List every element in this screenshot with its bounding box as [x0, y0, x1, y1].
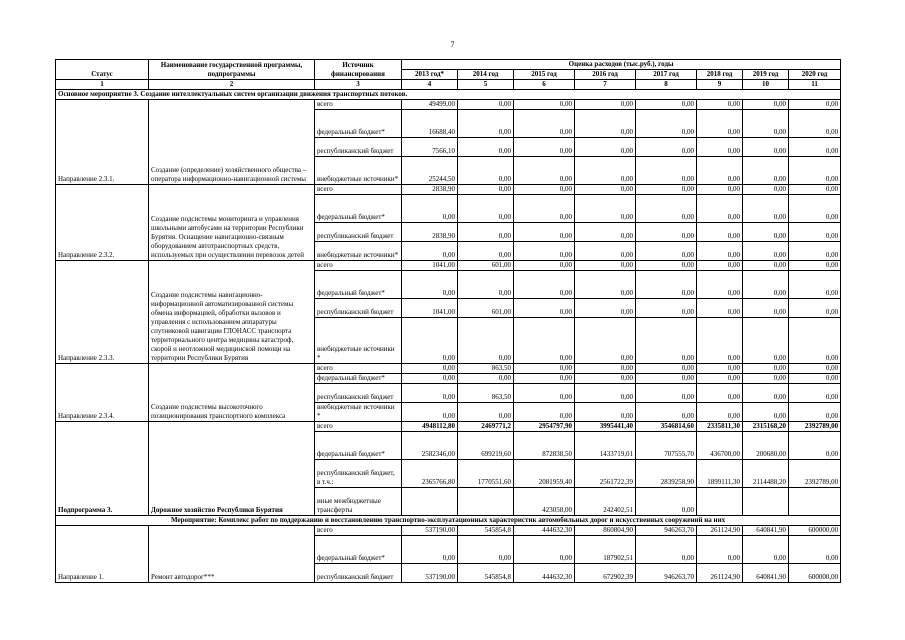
row-value: 1433719,01	[575, 432, 636, 460]
row-value: 0,00	[697, 261, 743, 271]
row-value: 545854,8	[458, 564, 514, 583]
row-value: 0,00	[402, 242, 458, 261]
row-value: 537190,00	[402, 564, 458, 583]
row-value: 0,00	[636, 364, 697, 374]
header-status: Статус	[56, 60, 149, 80]
row-value: 0,00	[789, 185, 841, 195]
row-value: 0,00	[636, 185, 697, 195]
row-value: 0,00	[575, 195, 636, 223]
row-value: 0,00	[402, 271, 458, 299]
row-value: 1041,00	[402, 261, 458, 271]
row-status: Направление 2.3.3.	[56, 261, 149, 364]
row-value: 0,00	[697, 384, 743, 403]
row-value: 0,00	[575, 138, 636, 157]
row-value: 0,00	[697, 364, 743, 374]
row-value: 0,00	[636, 299, 697, 318]
row-value: 0,00	[575, 299, 636, 318]
row-program-name: Создание подсистемы мониторинга и управления школьными автобусами на территории Республики Бурятия. Оснащение навигационно-связным оборудованием автотранспортных средств, используемых при осуществлении перевозок детей	[149, 185, 315, 261]
row-value: 0,00	[636, 403, 697, 422]
header-year: 2020 год	[789, 70, 841, 80]
row-value: 0,00	[458, 374, 514, 384]
row-value: 0,00	[514, 536, 575, 564]
header-source: Источник финансирования	[315, 60, 402, 80]
row-value: 0,00	[636, 195, 697, 223]
row-value: 0,00	[743, 223, 789, 242]
row-value: 2838,90	[402, 185, 458, 195]
row-value: 1041,00	[402, 299, 458, 318]
row-program-name: Создание подсистемы навигационно-информационной автоматизированной системы обмена информацией, обработки вызовов и управления с использованием аппаратуры спутниковой навигации ГЛОНАСС транспорта территориального центра медицины катастроф, скорой и неотложной медицинской помощи на территории Республики Бурятия	[149, 261, 315, 364]
row-value: 0,00	[514, 364, 575, 374]
row-value: 0,00	[636, 374, 697, 384]
row-status: Направление 2.3.4.	[56, 364, 149, 422]
table-row	[56, 185, 841, 195]
row-value: 187902,51	[575, 536, 636, 564]
row-value: 0,00	[458, 100, 514, 110]
row-funding-source: всего	[315, 261, 402, 271]
row-value: 0,00	[743, 318, 789, 364]
row-value: 2392789,00	[789, 460, 841, 488]
row-program-name: Ремонт автодорог***	[149, 526, 315, 583]
row-funding-source: всего	[315, 364, 402, 374]
row-value: 0,00	[789, 384, 841, 403]
header-year: 2014 год	[458, 70, 514, 80]
row-funding-source: федеральный бюджет*	[315, 271, 402, 299]
row-value: 0,00	[697, 195, 743, 223]
row-program-name: Создание подсистемы высокоточного позиционирования транспортного комплекса	[149, 364, 315, 422]
row-value: 0,00	[743, 364, 789, 374]
row-value: 0,00	[743, 384, 789, 403]
row-value: 0,00	[743, 374, 789, 384]
row-value: 0,00	[743, 100, 789, 110]
row-value	[789, 488, 841, 516]
section-title-2: Мероприятие: Комплекс работ по поддержанию и восстановлению транспортно-эксплуатационных характеристик автомобильных дорог и искусственных сооружений на них	[56, 516, 841, 526]
header-year: 2019 год	[743, 70, 789, 80]
row-value: 0,00	[697, 100, 743, 110]
table-row	[56, 261, 841, 271]
column-index: 5	[458, 80, 514, 90]
row-value: 436700,00	[697, 432, 743, 460]
row-funding-source: иные межбюджетные трансферты	[315, 488, 402, 516]
table-row	[56, 100, 841, 110]
row-value: 444632,30	[514, 526, 575, 536]
row-funding-source: внебюджетные источники *	[315, 403, 402, 422]
row-value: 423058,00	[514, 488, 575, 516]
row-value: 0,00	[402, 374, 458, 384]
row-value: 0,00	[743, 261, 789, 271]
row-status: Направление 2.3.1.	[56, 100, 149, 185]
row-value: 49499,00	[402, 100, 458, 110]
header-year: 2015 год	[514, 70, 575, 80]
row-value: 672902,39	[575, 564, 636, 583]
row-value: 1770551,60	[458, 460, 514, 488]
row-funding-source: республиканский бюджет	[315, 384, 402, 403]
row-value: 0,00	[789, 536, 841, 564]
row-value: 261124,90	[697, 564, 743, 583]
row-value: 0,00	[743, 157, 789, 185]
row-value: 0,00	[789, 223, 841, 242]
row-value: 0,00	[636, 157, 697, 185]
row-value: 0,00	[575, 185, 636, 195]
table-row	[56, 422, 841, 432]
row-value: 0,00	[636, 318, 697, 364]
budget-table	[55, 59, 841, 583]
row-funding-source: федеральный бюджет*	[315, 110, 402, 138]
header-program: Наименование государственной программы, подпрограммы	[149, 60, 315, 80]
row-value: 0,00	[789, 271, 841, 299]
row-value: 2365766,80	[402, 460, 458, 488]
row-value: 0,00	[743, 242, 789, 261]
row-value: 0,00	[697, 536, 743, 564]
row-program-name: Дорожное хозяйство Республики Бурятия	[149, 422, 315, 516]
row-value: 0,00	[743, 138, 789, 157]
row-value	[458, 488, 514, 516]
row-value: 0,00	[743, 271, 789, 299]
row-value: 0,00	[636, 110, 697, 138]
row-value: 0,00	[697, 242, 743, 261]
header-estimate: Оценка расходов (тыс.руб.), годы	[402, 60, 841, 70]
row-program-name: Создание (определение) хозяйственного общества – оператора информационно-навигационной системы	[149, 100, 315, 185]
row-value: 1899111,30	[697, 460, 743, 488]
row-value: 0,00	[789, 100, 841, 110]
row-value: 0,00	[575, 403, 636, 422]
row-value: 0,00	[697, 299, 743, 318]
row-value: 3546814,60	[636, 422, 697, 432]
row-value: 0,00	[575, 271, 636, 299]
row-value: 0,00	[575, 100, 636, 110]
row-value: 0,00	[697, 271, 743, 299]
row-funding-source: федеральный бюджет*	[315, 195, 402, 223]
header-year: 2013 год*	[402, 70, 458, 80]
row-value: 0,00	[575, 318, 636, 364]
row-value: 0,00	[789, 195, 841, 223]
row-value: 0,00	[514, 384, 575, 403]
row-value: 0,00	[514, 100, 575, 110]
row-value: 2315168,20	[743, 422, 789, 432]
row-value: 946263,70	[636, 526, 697, 536]
column-index: 11	[789, 80, 841, 90]
row-funding-source: республиканский бюджет	[315, 138, 402, 157]
row-funding-source: всего	[315, 526, 402, 536]
row-value: 0,00	[514, 138, 575, 157]
column-index: 3	[315, 80, 402, 90]
row-value: 2469771,2	[458, 422, 514, 432]
header-index-row	[56, 80, 841, 90]
row-funding-source: внебюджетные источники*	[315, 157, 402, 185]
header-year: 2017 год	[636, 70, 697, 80]
row-value: 2582346,00	[402, 432, 458, 460]
column-index: 4	[402, 80, 458, 90]
row-value: 0,00	[402, 384, 458, 403]
row-value: 0,00	[697, 374, 743, 384]
row-value: 0,00	[575, 374, 636, 384]
row-funding-source: федеральный бюджет*	[315, 536, 402, 564]
row-value: 0,00	[514, 374, 575, 384]
row-value: 4948112,80	[402, 422, 458, 432]
row-value: 0,00	[514, 271, 575, 299]
row-status: Направление 1.	[56, 526, 149, 583]
row-value: 0,00	[697, 403, 743, 422]
row-value: 2114488,20	[743, 460, 789, 488]
row-value: 0,00	[458, 223, 514, 242]
page-number: 7	[450, 40, 455, 49]
header-year: 2018 год	[697, 70, 743, 80]
row-value: 0,00	[575, 110, 636, 138]
row-funding-source: республиканский бюджет	[315, 564, 402, 583]
row-value: 0,00	[458, 242, 514, 261]
row-value: 0,00	[458, 271, 514, 299]
row-value: 0,00	[458, 195, 514, 223]
row-value: 261124,90	[697, 526, 743, 536]
row-value: 0,00	[789, 318, 841, 364]
row-value: 0,00	[458, 318, 514, 364]
row-value: 0,00	[514, 223, 575, 242]
row-value: 863,50	[458, 384, 514, 403]
row-value: 0,00	[575, 157, 636, 185]
row-value: 2839258,90	[636, 460, 697, 488]
row-value: 0,00	[636, 488, 697, 516]
row-value: 0,00	[514, 195, 575, 223]
row-value: 0,00	[636, 242, 697, 261]
section-title-1: Основное мероприятие 3. Создание интеллектуальных систем организации движения транспортных потоков.	[56, 90, 841, 100]
column-index: 7	[575, 80, 636, 90]
row-value: 0,00	[789, 138, 841, 157]
row-value: 0,00	[743, 299, 789, 318]
row-value: 0,00	[697, 138, 743, 157]
row-value: 2954797,90	[514, 422, 575, 432]
row-funding-source: внебюджетные источники *	[315, 318, 402, 364]
row-value: 3995441,40	[575, 422, 636, 432]
row-value: 0,00	[636, 223, 697, 242]
row-value: 0,00	[636, 271, 697, 299]
column-index: 2	[149, 80, 315, 90]
row-value: 0,00	[514, 318, 575, 364]
row-value: 946263,70	[636, 564, 697, 583]
row-value: 0,00	[575, 384, 636, 403]
row-value: 0,00	[743, 195, 789, 223]
row-value: 0,00	[697, 110, 743, 138]
row-value: 0,00	[458, 403, 514, 422]
row-value: 0,00	[514, 157, 575, 185]
row-value: 0,00	[575, 261, 636, 271]
table-row	[56, 526, 841, 536]
section-row-2	[56, 516, 841, 526]
header-year: 2016 год	[575, 70, 636, 80]
row-value: 537190,00	[402, 526, 458, 536]
row-value: 0,00	[402, 195, 458, 223]
row-value: 0,00	[743, 536, 789, 564]
row-value: 0,00	[402, 536, 458, 564]
row-value: 0,00	[458, 110, 514, 138]
row-value: 0,00	[697, 223, 743, 242]
section-row-1	[56, 90, 841, 100]
row-value: 0,00	[789, 110, 841, 138]
row-value: 0,00	[789, 364, 841, 374]
row-funding-source: всего	[315, 422, 402, 432]
row-value: 699219,60	[458, 432, 514, 460]
row-value: 0,00	[514, 403, 575, 422]
row-value: 0,00	[458, 138, 514, 157]
row-value: 860804,90	[575, 526, 636, 536]
row-value: 2081959,40	[514, 460, 575, 488]
row-value: 0,00	[743, 185, 789, 195]
row-value	[697, 488, 743, 516]
row-value: 2561722,39	[575, 460, 636, 488]
row-value: 0,00	[697, 318, 743, 364]
row-funding-source: республиканский бюджет	[315, 223, 402, 242]
row-value: 545854,8	[458, 526, 514, 536]
row-value: 0,00	[514, 185, 575, 195]
row-value: 0,00	[575, 223, 636, 242]
row-value: 0,00	[514, 299, 575, 318]
row-value: 0,00	[789, 432, 841, 460]
row-value: 601,00	[458, 299, 514, 318]
row-value: 200680,00	[743, 432, 789, 460]
row-value: 242402,51	[575, 488, 636, 516]
row-value: 600000,00	[789, 526, 841, 536]
row-value: 0,00	[514, 242, 575, 261]
row-funding-source: республиканский бюджет	[315, 299, 402, 318]
row-value: 7566,10	[402, 138, 458, 157]
row-value: 25244,50	[402, 157, 458, 185]
row-value: 2392789,00	[789, 422, 841, 432]
row-funding-source: всего	[315, 185, 402, 195]
row-value: 0,00	[458, 536, 514, 564]
row-value	[743, 488, 789, 516]
row-value: 0,00	[789, 299, 841, 318]
row-value: 0,00	[402, 318, 458, 364]
row-value: 0,00	[514, 110, 575, 138]
row-value: 0,00	[636, 100, 697, 110]
row-value: 0,00	[789, 261, 841, 271]
row-value: 0,00	[636, 384, 697, 403]
row-value: 0,00	[514, 261, 575, 271]
row-value: 0,00	[743, 110, 789, 138]
row-value: 0,00	[789, 403, 841, 422]
row-value: 444632,30	[514, 564, 575, 583]
column-index: 10	[743, 80, 789, 90]
header-row	[56, 60, 841, 70]
row-funding-source: республиканский бюджет, в т.ч.:	[315, 460, 402, 488]
row-value: 872838,50	[514, 432, 575, 460]
row-value: 0,00	[636, 261, 697, 271]
row-value: 0,00	[402, 403, 458, 422]
row-value: 0,00	[743, 403, 789, 422]
row-funding-source: федеральный бюджет*	[315, 374, 402, 384]
row-value: 0,00	[458, 185, 514, 195]
row-value: 0,00	[458, 157, 514, 185]
row-value: 2838,90	[402, 223, 458, 242]
row-value: 0,00	[402, 364, 458, 374]
row-value: 0,00	[697, 157, 743, 185]
column-index: 8	[636, 80, 697, 90]
column-index: 9	[697, 80, 743, 90]
table-row	[56, 364, 841, 374]
row-value: 0,00	[636, 138, 697, 157]
row-value: 640841,90	[743, 564, 789, 583]
row-value: 16688,40	[402, 110, 458, 138]
row-value: 640841,90	[743, 526, 789, 536]
column-index: 6	[514, 80, 575, 90]
column-index: 1	[56, 80, 149, 90]
row-status: Направление 2.3.2.	[56, 185, 149, 261]
row-value: 0,00	[789, 242, 841, 261]
row-status: Подпрограмма 3.	[56, 422, 149, 516]
row-value: 707555,70	[636, 432, 697, 460]
row-value: 0,00	[697, 185, 743, 195]
row-value: 863,50	[458, 364, 514, 374]
row-funding-source: внебюджетные источники*	[315, 242, 402, 261]
row-value: 2335811,30	[697, 422, 743, 432]
row-value: 0,00	[575, 242, 636, 261]
row-value: 600000,00	[789, 564, 841, 583]
row-funding-source: федеральный бюджет*	[315, 432, 402, 460]
row-funding-source: всего	[315, 100, 402, 110]
row-value: 0,00	[789, 157, 841, 185]
row-value: 0,00	[636, 536, 697, 564]
row-value: 601,00	[458, 261, 514, 271]
row-value: 0,00	[575, 364, 636, 374]
row-value: 0,00	[789, 374, 841, 384]
row-value	[402, 488, 458, 516]
